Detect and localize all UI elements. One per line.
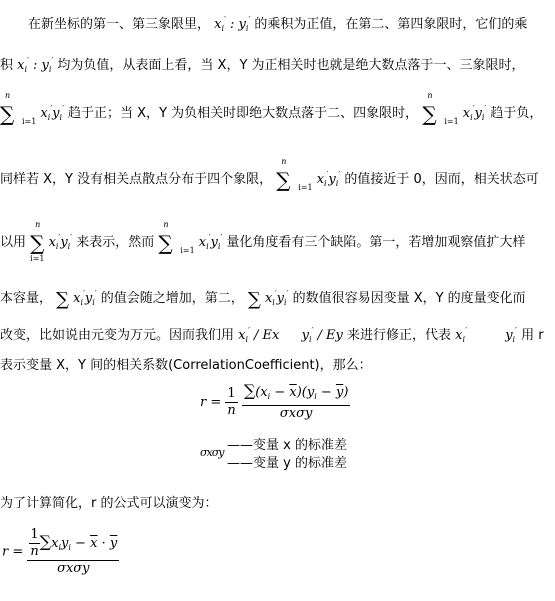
text-line-6 [0, 285, 526, 312]
summation-symbol: ∑ n i=1 [0, 91, 37, 126]
text-segment: 量化角度看有三个缺陷。第一，若增加观察值扩大样 [226, 235, 526, 250]
math-xy-product: $x_i'y_i'$ [198, 233, 223, 251]
math-xy-product: $x_i'y_i'$ [48, 233, 73, 251]
text-segment: 均为负值，从表面上看，当 X，Y 为正相关时也就是绝大数点落于一、三象限时， [57, 58, 525, 73]
text-segment: 趋于正；当 X，Y 为负相关时即绝大数点落于二、四象限时， [68, 106, 419, 121]
math-x-prime: $x_i'$ [455, 326, 467, 344]
math-xy-product: $x_i'y_i'$ [264, 289, 289, 307]
text-segment: 的值会随之增加，第二， [100, 291, 244, 306]
summation-symbol: ∑ [247, 289, 261, 310]
text-segment: 改变，比如说由元变为万元。因而我们用 [0, 328, 235, 343]
correlation-formula [200, 383, 350, 422]
text-segment: 本容量， [0, 291, 53, 306]
sigma-symbols: σxσy [200, 446, 224, 459]
text-segment: 表示变量 X，Y 间的相关系数(CorrelationCoefficient)，那么： [0, 358, 372, 373]
text-segment: 以用 [0, 235, 27, 250]
math-xy-prime: $x_i'$ : $y_i'$ [17, 56, 54, 74]
math-xy-prime: $x_i'$ : $y_i'$ [214, 15, 251, 33]
summation-symbol: ∑ n i=1 [158, 220, 195, 255]
text-segment: 在新坐标的第一、第三象限里， [28, 17, 211, 32]
text-segment: 的乘积为正值，在第二、第四象限时，它们的乘 [254, 17, 528, 32]
text-segment: 为了计算简化，r 的公式可以演变为： [0, 496, 218, 511]
text-segment: 来进行修正，代表 [347, 328, 452, 343]
text-line-7 [0, 322, 544, 349]
text-segment: 用 r [521, 328, 544, 343]
text-segment: 的数值很容易因变量 X，Y 的度量变化而 [292, 291, 526, 306]
math-y-prime: $y_i'$ [505, 326, 517, 344]
formula-lhs: r = [2, 544, 24, 560]
sigma-y-definition: ——变量 y 的标准差 [227, 456, 347, 471]
fraction: $\frac{\sum(x_i - \overline{x})(y_i - \overline{y})}{\text{σxσy}}$ [243, 381, 349, 421]
math-x-over-ex: $x_i'$ / Ex [238, 326, 280, 344]
text-line-4 [0, 157, 539, 193]
text-line-8 [0, 357, 372, 375]
math-y-over-ey: $y_i'$ / Ey [301, 326, 343, 344]
text-line-3 [0, 91, 543, 127]
text-segment: 的值接近于 0，因而，相关状态可 [344, 172, 539, 187]
text-line-9 [0, 495, 217, 513]
text-segment: 来表示，然而 [76, 235, 155, 250]
text-line-1 [28, 11, 527, 38]
simplified-formula [2, 527, 119, 577]
math-xy-product: $x_i'y_i'$ [73, 289, 97, 307]
text-segment: 趋于负， [490, 106, 543, 121]
math-xy-product: $x_i'y_i'$ [40, 104, 64, 122]
fraction: $\frac{1}{n}$ [227, 386, 236, 418]
sigma-x-definition: ——变量 x 的标准差 [227, 438, 347, 453]
summation-symbol: ∑ n i=1 [276, 157, 313, 192]
text-segment: 积 [0, 58, 14, 73]
summation-symbol: ∑ [56, 289, 70, 310]
math-xy-product: $x_i'y_i'$ [316, 170, 341, 188]
text-line-2 [0, 52, 525, 79]
text-line-5 [0, 220, 526, 263]
summation-symbol: ∑ n i=1 [30, 220, 45, 263]
math-xy-product: $x_i'y_i'$ [462, 104, 487, 122]
formula-lhs: r = [200, 395, 222, 410]
summation-symbol: ∑ n i=1 [422, 91, 459, 126]
text-segment: 同样若 X，Y 没有相关点散点分布于四个象限， [0, 172, 273, 187]
fraction: $\frac{1}{n}$ $\sum x_iy_i - \overline{x} \cdot \overline{y}$ σxσy [27, 527, 119, 577]
